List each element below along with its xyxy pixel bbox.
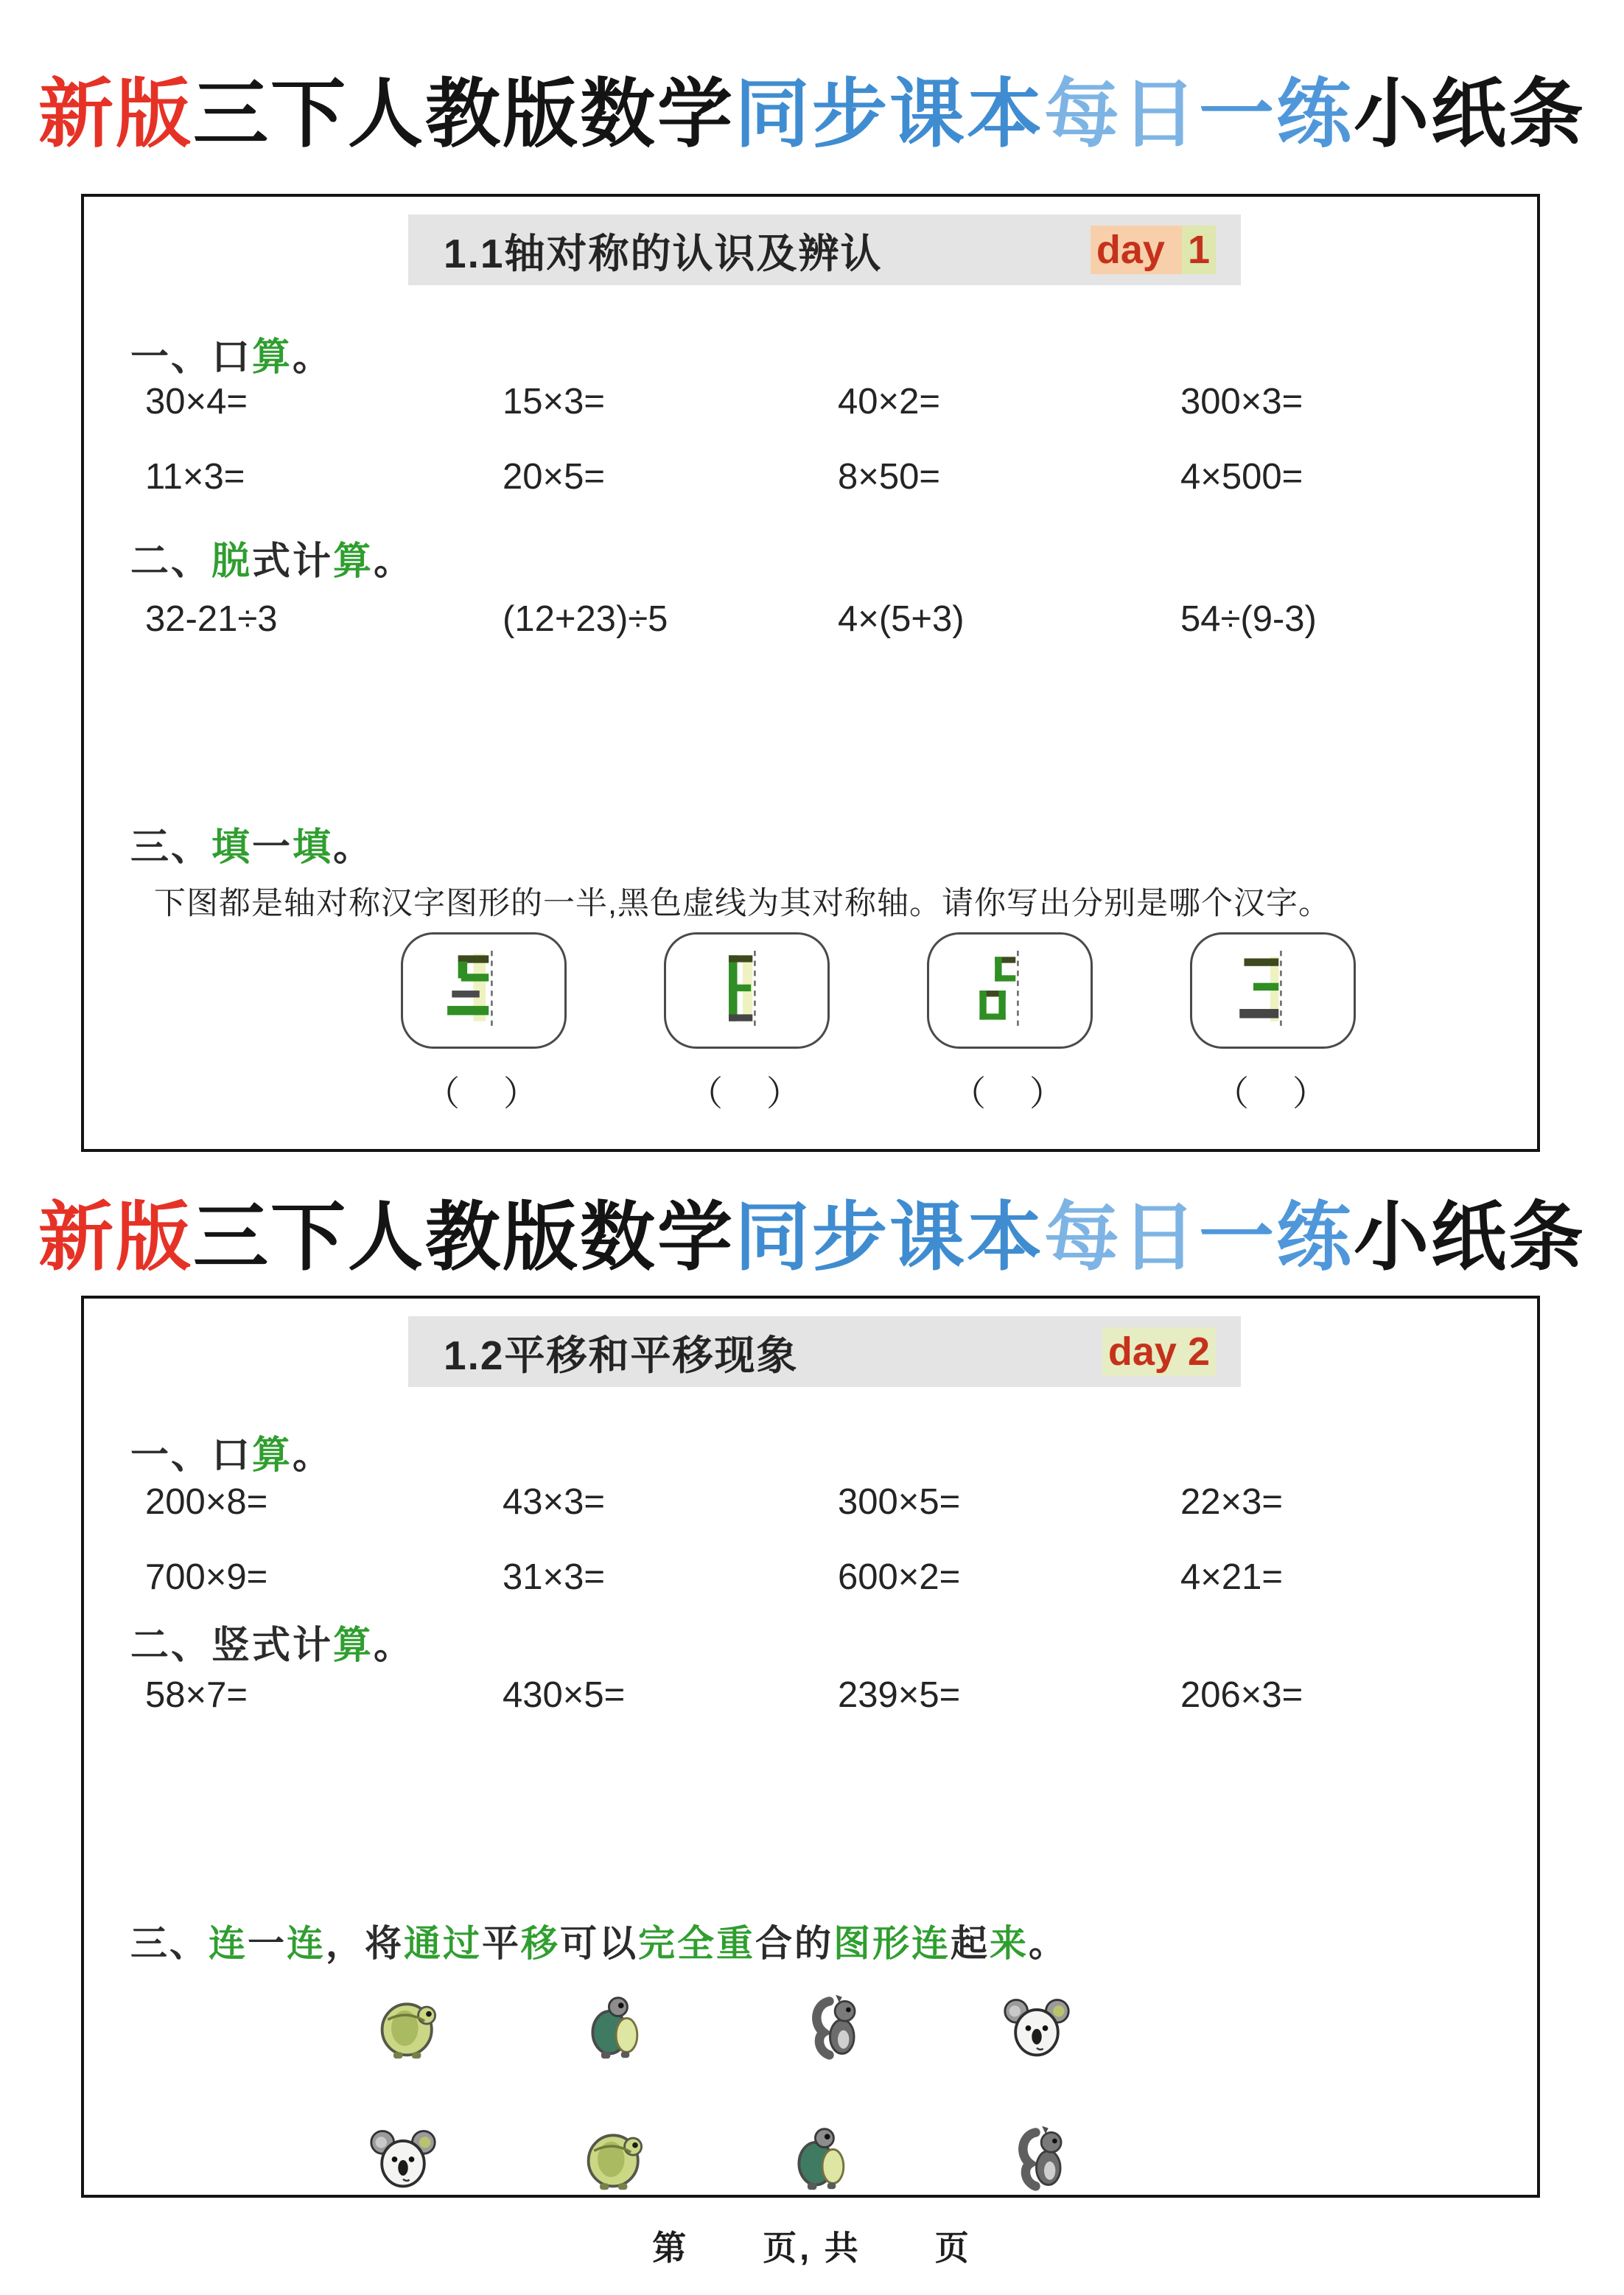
worksheet-day1 [81,194,1540,1152]
turtle-yellow-icon [581,2123,652,2193]
text-segment: day 2 [1102,1327,1216,1376]
equation: 430×5= [503,1675,626,1715]
turtle-yellow-icon [375,1991,446,2062]
equation: 30×4= [145,382,248,422]
text-segment: 填 [211,826,253,869]
section-3-label [130,816,374,871]
koala-icon [368,2123,438,2193]
text-segment: 同步课本 [735,1195,1044,1279]
text-segment: 可以 [560,1923,638,1964]
vertical-calc-row [84,1674,1530,1716]
text-segment: 图形连 [833,1923,951,1964]
half-character-box [927,932,1093,1049]
equation: 43×3= [503,1482,605,1522]
text-segment: 1 [1182,226,1216,274]
section-2-label [130,530,414,585]
text-segment: 新版 [38,72,193,156]
equation: 31×3= [503,1557,605,1597]
equation: 206×3= [1180,1675,1303,1715]
text-segment: 一 [252,826,293,869]
half-char-2-icon [709,938,785,1044]
day-badge [1102,1329,1216,1374]
text-segment: 。 [293,1434,334,1477]
equation: 15×3= [503,382,605,422]
equation: 32-21÷3 [145,599,278,639]
lesson-title: 1.1轴对称的认识及辨认 [444,230,883,276]
text-segment: 三、 [130,1923,209,1964]
text-segment: 。 [1029,1923,1068,1964]
equation: 200×8= [145,1482,268,1522]
equation: 22×3= [1180,1482,1283,1522]
oral-calc-row-1 [84,1481,1530,1523]
half-character-boxes [401,932,1356,1049]
section-1-label [130,1424,333,1479]
koala-icon [1001,1991,1072,2062]
text-segment: 每日 [1044,1195,1199,1279]
text-segment: 完全重 [638,1923,755,1964]
text-segment: 起 [951,1923,990,1964]
oral-calc-row-2 [84,1557,1530,1598]
text-segment: ，将 [326,1923,404,1964]
offform-calc-row [84,598,1530,640]
equation: 300×5= [838,1482,961,1522]
text-segment: 。 [333,826,374,869]
text-segment: 连 [209,1923,248,1964]
answer-blank: （ ） [688,1074,805,1113]
half-character-box [401,932,567,1049]
text-segment: 来 [990,1923,1029,1964]
equation: 4×500= [1180,457,1303,497]
half-char-3-icon [972,938,1049,1044]
half-character-box [664,932,830,1049]
section-2-label [130,1614,414,1669]
turtle-dark-icon [788,2123,858,2193]
answer-blank: （ ） [951,1074,1068,1113]
text-segment: 二、 [130,540,212,583]
section-3-instruction: 下图都是轴对称汉字图形的一半,黑色虚线为其对称轴。请你写出分别是哪个汉字。 [154,886,1331,921]
text-segment: 算 [333,540,374,583]
page-number-footer: 第 页, 共 页 [652,2229,972,2267]
text-segment: 连 [287,1923,326,1964]
section-1-label [130,326,333,381]
text-segment: 三下人教版数学 [193,1195,735,1279]
half-char-1-icon [446,938,522,1044]
text-segment: 。 [374,1624,415,1667]
equation: 600×2= [838,1557,961,1597]
text-segment: day [1091,226,1182,274]
text-segment: 三下人教版数学 [193,72,735,156]
lesson-header-band [408,214,1241,285]
equation: 20×5= [503,457,605,497]
equation: 4×21= [1180,1557,1283,1597]
answer-blank: （ ） [1214,1074,1331,1113]
text-segment: 合的 [755,1923,833,1964]
equation: 11×3= [145,457,245,497]
equation: 58×7= [145,1675,248,1715]
text-segment: 每日 [1044,72,1199,156]
oral-calc-row-2 [84,456,1530,497]
lesson-header-band [408,1316,1241,1387]
text-segment: 填 [293,826,334,869]
equation: 4×(5+3) [838,599,965,639]
lesson-title: 1.2平移和平移现象 [444,1332,799,1378]
equation: 54÷(9-3) [1180,599,1317,639]
text-segment: 平 [482,1923,521,1964]
text-segment: 小纸条 [1354,1195,1586,1279]
text-segment: 一、口 [130,336,253,379]
answer-parentheses-row [401,1066,1356,1116]
text-segment: 同步课本 [735,72,1044,156]
text-segment: 式计 [252,540,334,583]
section-3-label [130,1914,1068,1967]
equation: 700×9= [145,1557,268,1597]
text-segment: 。 [293,336,334,379]
text-segment: 算 [333,1624,374,1667]
text-segment: 移 [521,1923,560,1964]
text-segment: 新版 [38,1195,193,1279]
text-segment: 通过 [404,1923,482,1964]
half-char-4-icon [1235,938,1312,1044]
equation: (12+23)÷5 [503,599,668,639]
squirrel-icon [1009,2123,1079,2193]
text-segment: 三、 [130,826,212,869]
turtle-dark-icon [581,1991,652,2062]
text-segment: 一练 [1199,72,1354,156]
text-segment: 一 [248,1923,287,1964]
text-segment: 二、竖式计 [130,1624,334,1667]
text-segment: 一练 [1199,1195,1354,1279]
text-segment: 小纸条 [1354,72,1586,156]
day-badge [1091,227,1216,273]
equation: 40×2= [838,382,940,422]
equation: 8×50= [838,457,940,497]
worksheet-day2 [81,1296,1540,2198]
squirrel-icon [802,1991,873,2062]
answer-blank: （ ） [425,1074,542,1113]
oral-calc-row-1 [84,381,1530,422]
equation: 300×3= [1180,382,1303,422]
half-character-box [1190,932,1356,1049]
page-title [0,1178,1624,1285]
equation: 239×5= [838,1675,961,1715]
text-segment: 脱 [211,540,253,583]
text-segment: 。 [374,540,415,583]
text-segment: 一、口 [130,1434,253,1477]
text-segment: 算 [252,336,293,379]
page-title [0,55,1624,162]
text-segment: 算 [252,1434,293,1477]
